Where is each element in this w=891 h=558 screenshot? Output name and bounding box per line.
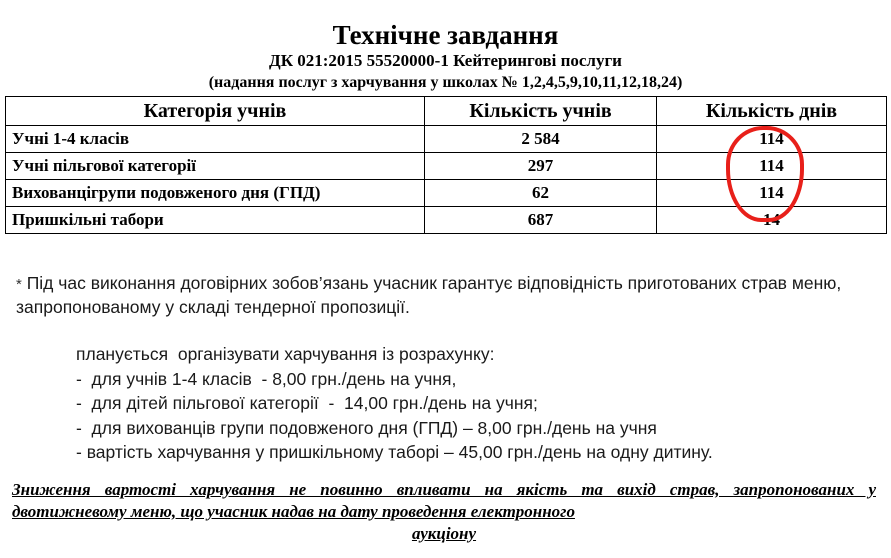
- header-days: Кількість днів: [657, 97, 887, 126]
- footer-line-3: аукціону: [411, 524, 477, 543]
- plan-item: - для вихованців групи подовженого дня (ГПД) – 8,00 грн./день на учня: [76, 417, 657, 438]
- row-category: Пришкільні табори: [6, 207, 425, 234]
- plan-item: - для дітей пільгової категорії - 14,00 грн./день на учня;: [76, 393, 538, 413]
- note-text: Під час виконання договірних зобов’язань учасник гарантує відповідність приготованих страв меню, запропонованому у складі тендерної пропозиції.: [16, 273, 842, 317]
- document-title: Технічне завдання: [332, 20, 559, 50]
- row-students: 297: [425, 153, 657, 180]
- footer-line-2: запропонованих у двотижневому меню, що учасник надав на дату проведення електронного: [12, 480, 876, 521]
- row-days: 14: [657, 207, 887, 234]
- plan-item: - вартість харчування у пришкільному таборі – 45,00 грн./день на одну дитину.: [76, 442, 713, 462]
- row-days: 114: [657, 180, 887, 207]
- document-subtitle-schools: (надання послуг з харчування у школах № 1,2,4,5,9,10,11,12,18,24): [208, 74, 683, 91]
- table-row: [6, 126, 887, 153]
- row-category: Учні 1-4 класів: [6, 126, 425, 153]
- document-subtitle: ДК 021:2015 55520000-1 Кейтерингові послуги: [269, 51, 622, 70]
- row-category: Учні пільгової категорії: [6, 153, 425, 180]
- row-days: 114: [657, 153, 887, 180]
- asterisk-mark: *: [16, 276, 22, 293]
- row-students: 62: [425, 180, 657, 207]
- row-category: Вихованцігрупи подовженого дня (ГПД): [6, 180, 425, 207]
- meal-plan: [76, 342, 886, 465]
- header-category: Категорія учнів: [6, 97, 425, 126]
- plan-intro: планується організувати харчування із розрахунку:: [76, 344, 495, 364]
- table-header-row: [6, 97, 887, 126]
- header-students: Кількість учнів: [425, 97, 657, 126]
- footer-line-1: Зниження вартості харчування не повинно впливати на якість та вихід страв,: [12, 480, 720, 499]
- plan-item: - для учнів 1-4 класів - 8,00 грн./день на учня,: [76, 368, 457, 389]
- students-table: [5, 96, 887, 234]
- row-students: 2 584: [425, 126, 657, 153]
- table-row: [6, 153, 887, 180]
- footer-notice: [12, 479, 876, 545]
- note-paragraph: [16, 272, 881, 318]
- table-row: [6, 180, 887, 207]
- row-students: 687: [425, 207, 657, 234]
- row-days: 114: [657, 126, 887, 153]
- table-row: [6, 207, 887, 234]
